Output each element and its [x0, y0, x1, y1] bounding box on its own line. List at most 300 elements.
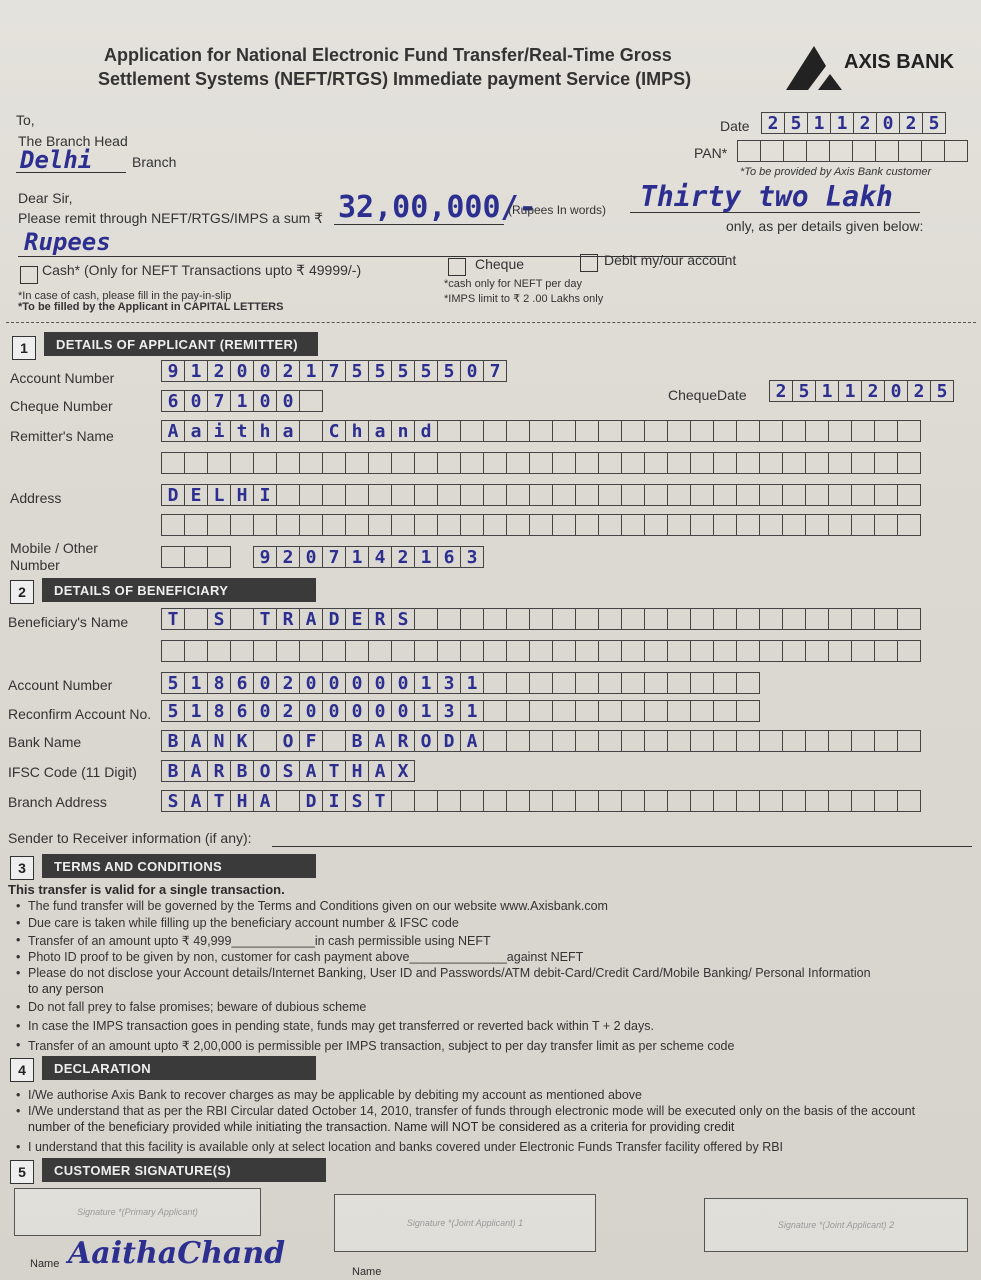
char-box[interactable]	[713, 514, 737, 536]
char-box[interactable]: 2	[899, 112, 923, 134]
cash-checkbox[interactable]	[20, 266, 38, 284]
char-box[interactable]	[529, 672, 553, 694]
char-box[interactable]	[644, 514, 668, 536]
char-box[interactable]	[921, 140, 945, 162]
char-box[interactable]	[276, 484, 300, 506]
char-box[interactable]	[598, 730, 622, 752]
char-box[interactable]: 9	[253, 546, 277, 568]
char-box[interactable]	[644, 790, 668, 812]
char-box[interactable]: 0	[184, 390, 208, 412]
address-row2[interactable]	[162, 514, 921, 536]
char-box[interactable]	[759, 608, 783, 630]
char-box[interactable]	[759, 484, 783, 506]
char-box[interactable]	[805, 484, 829, 506]
beneficiary-name-row2[interactable]	[162, 640, 921, 662]
char-box[interactable]	[391, 514, 415, 536]
char-box[interactable]	[874, 730, 898, 752]
char-box[interactable]: H	[345, 760, 369, 782]
char-box[interactable]	[161, 546, 185, 568]
char-box[interactable]: S	[276, 760, 300, 782]
char-box[interactable]	[184, 452, 208, 474]
char-box[interactable]: 1	[184, 672, 208, 694]
char-box[interactable]: 0	[253, 672, 277, 694]
char-box[interactable]	[644, 700, 668, 722]
char-box[interactable]: A	[161, 420, 185, 442]
char-box[interactable]	[782, 452, 806, 474]
char-box[interactable]: n	[391, 420, 415, 442]
char-box[interactable]: 0	[322, 700, 346, 722]
char-box[interactable]	[506, 484, 530, 506]
char-box[interactable]	[368, 640, 392, 662]
char-box[interactable]	[782, 790, 806, 812]
char-box[interactable]	[897, 730, 921, 752]
char-box[interactable]	[621, 514, 645, 536]
char-box[interactable]: 1	[414, 546, 438, 568]
char-box[interactable]: 5	[792, 380, 816, 402]
char-box[interactable]: 5	[437, 360, 461, 382]
char-box[interactable]	[575, 514, 599, 536]
char-box[interactable]	[598, 672, 622, 694]
char-box[interactable]	[690, 484, 714, 506]
char-box[interactable]	[851, 452, 875, 474]
pan-boxes[interactable]	[738, 140, 968, 162]
char-box[interactable]	[667, 608, 691, 630]
char-box[interactable]	[575, 640, 599, 662]
char-box[interactable]	[460, 484, 484, 506]
char-box[interactable]	[805, 420, 829, 442]
char-box[interactable]	[621, 730, 645, 752]
char-box[interactable]	[782, 640, 806, 662]
char-box[interactable]	[690, 452, 714, 474]
char-box[interactable]: 6	[230, 700, 254, 722]
char-box[interactable]: S	[161, 790, 185, 812]
char-box[interactable]: 8	[207, 672, 231, 694]
char-box[interactable]	[829, 140, 853, 162]
char-box[interactable]	[414, 790, 438, 812]
char-box[interactable]	[759, 640, 783, 662]
char-box[interactable]	[483, 700, 507, 722]
char-box[interactable]	[874, 514, 898, 536]
char-box[interactable]	[345, 452, 369, 474]
char-box[interactable]: 1	[807, 112, 831, 134]
char-box[interactable]	[644, 672, 668, 694]
char-box[interactable]: B	[161, 730, 185, 752]
char-box[interactable]	[299, 390, 323, 412]
char-box[interactable]: D	[437, 730, 461, 752]
char-box[interactable]	[437, 790, 461, 812]
char-box[interactable]	[713, 790, 737, 812]
char-box[interactable]	[713, 452, 737, 474]
char-box[interactable]: 0	[253, 700, 277, 722]
char-box[interactable]	[598, 790, 622, 812]
char-box[interactable]	[874, 608, 898, 630]
char-box[interactable]: 7	[322, 546, 346, 568]
char-box[interactable]	[806, 140, 830, 162]
char-box[interactable]	[828, 484, 852, 506]
char-box[interactable]	[690, 672, 714, 694]
char-box[interactable]	[483, 790, 507, 812]
char-box[interactable]	[391, 452, 415, 474]
char-box[interactable]	[782, 514, 806, 536]
char-box[interactable]	[897, 514, 921, 536]
char-box[interactable]: A	[184, 790, 208, 812]
char-box[interactable]	[644, 452, 668, 474]
char-box[interactable]	[161, 514, 185, 536]
char-box[interactable]: 5	[161, 672, 185, 694]
beneficiary-account-boxes[interactable]	[162, 672, 760, 694]
char-box[interactable]	[828, 420, 852, 442]
char-box[interactable]	[483, 452, 507, 474]
char-box[interactable]	[621, 452, 645, 474]
char-box[interactable]	[345, 640, 369, 662]
char-box[interactable]: R	[276, 608, 300, 630]
char-box[interactable]	[529, 608, 553, 630]
char-box[interactable]	[874, 484, 898, 506]
char-box[interactable]	[437, 420, 461, 442]
char-box[interactable]	[621, 484, 645, 506]
char-box[interactable]	[552, 608, 576, 630]
char-box[interactable]	[667, 672, 691, 694]
char-box[interactable]	[897, 420, 921, 442]
char-box[interactable]	[944, 140, 968, 162]
char-box[interactable]	[575, 700, 599, 722]
char-box[interactable]	[736, 672, 760, 694]
char-box[interactable]	[437, 608, 461, 630]
char-box[interactable]: L	[207, 484, 231, 506]
bank-name-boxes[interactable]	[162, 730, 921, 752]
cheque-number-boxes[interactable]	[162, 390, 323, 412]
mobile-number-boxes[interactable]	[254, 546, 484, 568]
char-box[interactable]	[184, 608, 208, 630]
amount-in-words[interactable]: Thirty two Lakh	[640, 180, 893, 213]
char-box[interactable]	[667, 640, 691, 662]
char-box[interactable]	[230, 514, 254, 536]
char-box[interactable]	[644, 420, 668, 442]
char-box[interactable]	[575, 790, 599, 812]
char-box[interactable]: 0	[368, 672, 392, 694]
char-box[interactable]	[690, 730, 714, 752]
char-box[interactable]	[437, 484, 461, 506]
char-box[interactable]: O	[414, 730, 438, 752]
char-box[interactable]	[207, 546, 231, 568]
char-box[interactable]	[713, 484, 737, 506]
char-box[interactable]	[828, 514, 852, 536]
char-box[interactable]: 1	[838, 380, 862, 402]
char-box[interactable]: A	[299, 608, 323, 630]
char-box[interactable]	[322, 640, 346, 662]
char-box[interactable]	[805, 790, 829, 812]
char-box[interactable]: 1	[830, 112, 854, 134]
char-box[interactable]	[529, 730, 553, 752]
char-box[interactable]	[851, 484, 875, 506]
char-box[interactable]	[506, 672, 530, 694]
char-box[interactable]	[414, 452, 438, 474]
debit-checkbox[interactable]	[580, 254, 598, 272]
reconfirm-account-boxes[interactable]	[162, 700, 760, 722]
char-box[interactable]	[690, 700, 714, 722]
char-box[interactable]	[644, 484, 668, 506]
char-box[interactable]	[667, 700, 691, 722]
char-box[interactable]: 2	[276, 700, 300, 722]
char-box[interactable]: 0	[299, 546, 323, 568]
primary-signature-box[interactable]: Signature *(Primary Applicant)	[14, 1188, 261, 1236]
char-box[interactable]: T	[368, 790, 392, 812]
char-box[interactable]	[874, 790, 898, 812]
char-box[interactable]	[713, 700, 737, 722]
char-box[interactable]	[345, 514, 369, 536]
char-box[interactable]	[391, 484, 415, 506]
char-box[interactable]	[529, 420, 553, 442]
char-box[interactable]: 3	[437, 700, 461, 722]
char-box[interactable]	[805, 640, 829, 662]
char-box[interactable]	[575, 672, 599, 694]
char-box[interactable]: D	[161, 484, 185, 506]
char-box[interactable]	[184, 546, 208, 568]
char-box[interactable]	[759, 730, 783, 752]
char-box[interactable]	[875, 140, 899, 162]
char-box[interactable]: 2	[276, 672, 300, 694]
char-box[interactable]: A	[184, 760, 208, 782]
char-box[interactable]: 5	[345, 360, 369, 382]
char-box[interactable]: 0	[391, 672, 415, 694]
char-box[interactable]	[552, 640, 576, 662]
char-box[interactable]	[736, 420, 760, 442]
char-box[interactable]	[897, 790, 921, 812]
char-box[interactable]	[713, 608, 737, 630]
char-box[interactable]: O	[253, 760, 277, 782]
char-box[interactable]	[506, 790, 530, 812]
char-box[interactable]: 2	[391, 546, 415, 568]
char-box[interactable]	[391, 640, 415, 662]
char-box[interactable]: 0	[460, 360, 484, 382]
char-box[interactable]: 1	[815, 380, 839, 402]
branch-address-boxes[interactable]	[162, 790, 921, 812]
char-box[interactable]	[506, 730, 530, 752]
char-box[interactable]	[322, 514, 346, 536]
char-box[interactable]	[782, 730, 806, 752]
char-box[interactable]	[230, 640, 254, 662]
char-box[interactable]: 5	[391, 360, 415, 382]
char-box[interactable]	[483, 672, 507, 694]
char-box[interactable]	[736, 608, 760, 630]
char-box[interactable]: 0	[253, 390, 277, 412]
char-box[interactable]	[552, 484, 576, 506]
remitter-name-row1[interactable]	[162, 420, 921, 442]
char-box[interactable]	[736, 700, 760, 722]
char-box[interactable]: R	[368, 608, 392, 630]
char-box[interactable]	[276, 514, 300, 536]
char-box[interactable]	[736, 730, 760, 752]
joint-signature-1-box[interactable]: Signature *(Joint Applicant) 1	[334, 1194, 596, 1252]
char-box[interactable]: F	[299, 730, 323, 752]
char-box[interactable]: 2	[207, 360, 231, 382]
char-box[interactable]	[828, 608, 852, 630]
char-box[interactable]	[713, 640, 737, 662]
char-box[interactable]	[276, 452, 300, 474]
char-box[interactable]	[736, 640, 760, 662]
char-box[interactable]	[805, 452, 829, 474]
char-box[interactable]: 2	[853, 112, 877, 134]
char-box[interactable]	[621, 790, 645, 812]
char-box[interactable]: S	[345, 790, 369, 812]
char-box[interactable]: a	[368, 420, 392, 442]
char-box[interactable]	[207, 452, 231, 474]
char-box[interactable]: 2	[276, 360, 300, 382]
char-box[interactable]	[460, 452, 484, 474]
char-box[interactable]	[230, 608, 254, 630]
char-box[interactable]	[552, 700, 576, 722]
char-box[interactable]: I	[253, 484, 277, 506]
char-box[interactable]	[667, 452, 691, 474]
char-box[interactable]	[322, 484, 346, 506]
char-box[interactable]	[897, 640, 921, 662]
char-box[interactable]	[483, 730, 507, 752]
char-box[interactable]	[713, 672, 737, 694]
char-box[interactable]: 0	[322, 672, 346, 694]
char-box[interactable]: 8	[207, 700, 231, 722]
char-box[interactable]	[414, 514, 438, 536]
char-box[interactable]	[783, 140, 807, 162]
char-box[interactable]: A	[184, 730, 208, 752]
char-box[interactable]: A	[368, 760, 392, 782]
char-box[interactable]	[460, 514, 484, 536]
char-box[interactable]: 4	[368, 546, 392, 568]
char-box[interactable]	[368, 452, 392, 474]
char-box[interactable]: 3	[460, 546, 484, 568]
char-box[interactable]	[598, 420, 622, 442]
char-box[interactable]	[644, 730, 668, 752]
char-box[interactable]	[299, 484, 323, 506]
branch-value[interactable]: Delhi	[20, 146, 93, 174]
char-box[interactable]	[736, 514, 760, 536]
char-box[interactable]: 0	[345, 700, 369, 722]
char-box[interactable]: 2	[769, 380, 793, 402]
char-box[interactable]	[184, 514, 208, 536]
mobile-prefix-boxes[interactable]	[162, 546, 231, 568]
char-box[interactable]: 2	[761, 112, 785, 134]
char-box[interactable]	[253, 514, 277, 536]
date-boxes[interactable]	[762, 112, 946, 134]
char-box[interactable]: A	[299, 760, 323, 782]
char-box[interactable]: 1	[230, 390, 254, 412]
char-box[interactable]	[644, 608, 668, 630]
char-box[interactable]	[598, 452, 622, 474]
char-box[interactable]	[690, 640, 714, 662]
char-box[interactable]	[760, 140, 784, 162]
char-box[interactable]: 5	[922, 112, 946, 134]
char-box[interactable]	[782, 608, 806, 630]
char-box[interactable]: O	[276, 730, 300, 752]
char-box[interactable]: 0	[299, 672, 323, 694]
char-box[interactable]: 0	[276, 390, 300, 412]
char-box[interactable]	[460, 420, 484, 442]
char-box[interactable]	[299, 514, 323, 536]
char-box[interactable]: 1	[184, 700, 208, 722]
char-box[interactable]	[483, 484, 507, 506]
char-box[interactable]	[690, 608, 714, 630]
char-box[interactable]: A	[368, 730, 392, 752]
char-box[interactable]	[782, 484, 806, 506]
char-box[interactable]	[828, 730, 852, 752]
char-box[interactable]	[552, 730, 576, 752]
char-box[interactable]: 5	[930, 380, 954, 402]
char-box[interactable]	[529, 790, 553, 812]
char-box[interactable]	[437, 514, 461, 536]
sender-info-line[interactable]	[272, 846, 972, 847]
char-box[interactable]	[552, 452, 576, 474]
char-box[interactable]	[529, 484, 553, 506]
char-box[interactable]: 0	[299, 700, 323, 722]
char-box[interactable]	[874, 452, 898, 474]
char-box[interactable]	[690, 420, 714, 442]
char-box[interactable]	[851, 608, 875, 630]
char-box[interactable]: C	[322, 420, 346, 442]
char-box[interactable]	[483, 640, 507, 662]
char-box[interactable]	[161, 452, 185, 474]
char-box[interactable]	[852, 140, 876, 162]
char-box[interactable]: 0	[884, 380, 908, 402]
char-box[interactable]: E	[184, 484, 208, 506]
char-box[interactable]	[690, 790, 714, 812]
char-box[interactable]: 1	[460, 672, 484, 694]
char-box[interactable]	[897, 484, 921, 506]
char-box[interactable]	[713, 420, 737, 442]
char-box[interactable]: R	[207, 760, 231, 782]
beneficiary-name-row1[interactable]	[162, 608, 921, 630]
amount-figures[interactable]: 32,00,000/-	[338, 190, 537, 225]
char-box[interactable]: d	[414, 420, 438, 442]
char-box[interactable]	[874, 420, 898, 442]
char-box[interactable]: D	[322, 608, 346, 630]
char-box[interactable]	[851, 790, 875, 812]
char-box[interactable]	[552, 420, 576, 442]
char-box[interactable]	[506, 608, 530, 630]
char-box[interactable]	[667, 790, 691, 812]
char-box[interactable]	[552, 790, 576, 812]
char-box[interactable]: 1	[414, 672, 438, 694]
char-box[interactable]	[506, 452, 530, 474]
char-box[interactable]: D	[299, 790, 323, 812]
char-box[interactable]: 1	[345, 546, 369, 568]
char-box[interactable]	[322, 452, 346, 474]
char-box[interactable]: 9	[161, 360, 185, 382]
char-box[interactable]	[437, 452, 461, 474]
char-box[interactable]: 0	[345, 672, 369, 694]
char-box[interactable]	[575, 608, 599, 630]
char-box[interactable]: a	[276, 420, 300, 442]
char-box[interactable]	[782, 420, 806, 442]
address-row1[interactable]	[162, 484, 921, 506]
char-box[interactable]	[506, 640, 530, 662]
char-box[interactable]	[828, 790, 852, 812]
cheque-checkbox[interactable]	[448, 258, 466, 276]
char-box[interactable]	[598, 640, 622, 662]
char-box[interactable]: 1	[184, 360, 208, 382]
char-box[interactable]: 0	[368, 700, 392, 722]
char-box[interactable]: 2	[861, 380, 885, 402]
char-box[interactable]	[805, 730, 829, 752]
char-box[interactable]	[207, 640, 231, 662]
char-box[interactable]	[667, 484, 691, 506]
char-box[interactable]	[299, 420, 323, 442]
char-box[interactable]	[483, 608, 507, 630]
char-box[interactable]	[460, 608, 484, 630]
char-box[interactable]: T	[253, 608, 277, 630]
char-box[interactable]: S	[207, 608, 231, 630]
char-box[interactable]	[529, 514, 553, 536]
char-box[interactable]	[805, 608, 829, 630]
char-box[interactable]	[621, 672, 645, 694]
